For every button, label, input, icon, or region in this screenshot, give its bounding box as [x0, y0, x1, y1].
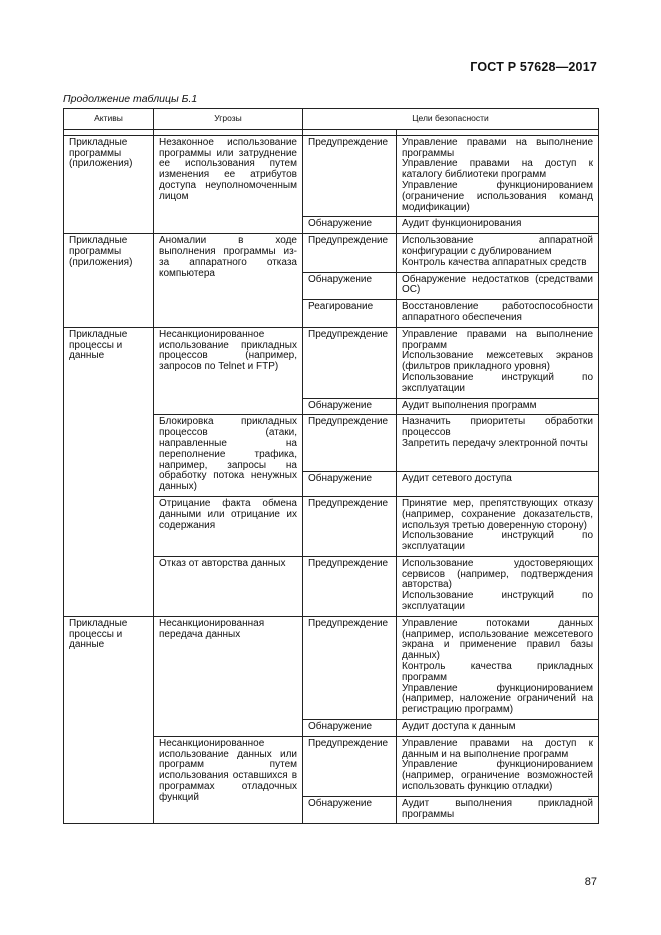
goal-item: Управление потоками данных (например, использование межсетевого экрана и применение правил базы данных): [402, 617, 594, 662]
goal-type-cell: Обнаружение: [303, 272, 397, 300]
goal-items-cell: [397, 472, 599, 497]
goal-items-cell: [397, 796, 599, 824]
goal-item: Управление функционированием (например, ограничение возможностей использовать функцию отладки): [402, 759, 594, 793]
goal-item: Назначить приоритеты обработки процессов: [402, 416, 594, 439]
goal-item: Аудит выполнения программ: [402, 399, 537, 411]
threat-cell: Аномалии в ходе выполнения программы из-за аппаратного отказа компьютера: [154, 234, 303, 328]
goal-item: Использование удостоверяющих сервисов (например, подтверждения авторства): [402, 557, 594, 591]
goal-item: Контроль качества аппаратных средств: [402, 256, 587, 268]
header-threats: Угрозы: [154, 109, 303, 130]
header-goals: Цели безопасности: [303, 109, 599, 130]
asset-cell: Прикладные процессы и данные: [64, 616, 154, 824]
goal-item: Обнаружение недостатков (средствами ОС): [402, 273, 594, 296]
goal-item: Запретить передачу электронной почты: [402, 437, 588, 449]
goal-item: Принятие мер, препятствующих отказу (например, сохранение доказательств, используя третью доверенную сторону): [402, 497, 594, 531]
goal-items-cell: [397, 556, 599, 616]
goal-items-cell: [397, 234, 599, 272]
goal-item: Восстановление работоспособности аппаратного обеспечения: [402, 301, 594, 323]
threat-cell: Несанкционированная передача данных: [154, 616, 303, 736]
table-row: [64, 616, 599, 719]
table-header-row: [64, 109, 599, 130]
goal-item: Аудит сетевого доступа: [402, 473, 512, 485]
goal-type-cell: Предупреждение: [303, 496, 397, 556]
goal-items-cell: [397, 217, 599, 234]
goal-type-cell: Предупреждение: [303, 234, 397, 272]
goal-items-cell: [397, 327, 599, 398]
goal-item: Аудит выполнения прикладной программы: [402, 797, 594, 820]
goal-item: Управление правами на доступ к каталогу библиотеки программ: [402, 158, 594, 181]
goal-item: Использование аппаратной конфигурации с дублированием: [402, 235, 594, 257]
goal-item: Использование инструкций по эксплуатации: [402, 590, 594, 613]
goal-items-cell: [397, 272, 599, 300]
goal-type-cell: Обнаружение: [303, 720, 397, 737]
goal-item: Использование инструкций по эксплуатации: [402, 371, 594, 394]
goal-type-cell: Предупреждение: [303, 616, 397, 719]
goal-items-cell: [397, 616, 599, 719]
goal-items-cell: [397, 736, 599, 796]
threat-cell: Несанкционированное использование данных или программ путем использования оставшихся в программах отладочных функций: [154, 736, 303, 824]
goal-item: Управление правами на доступ к данным и на выполнение программ: [402, 737, 594, 760]
goal-type-cell: Предупреждение: [303, 736, 397, 796]
goal-items-cell: [397, 496, 599, 556]
asset-cell: Прикладные процессы и данные: [64, 327, 154, 616]
goal-item: Контроль качества прикладных программ: [402, 661, 594, 683]
goal-items-cell: [397, 415, 599, 472]
goal-item: Аудит доступа к данным: [402, 721, 516, 733]
goal-type-cell: Обнаружение: [303, 472, 397, 497]
goal-items-cell: [397, 135, 599, 217]
goal-type-cell: Предупреждение: [303, 415, 397, 472]
table-caption: Продолжение таблицы Б.1: [63, 93, 198, 105]
goal-item: Использование межсетевых экранов (фильтров прикладного уровня): [402, 350, 594, 373]
goal-type-cell: Обнаружение: [303, 217, 397, 234]
table-row: [64, 135, 599, 217]
goal-item: Управление функционированием (ограничение использования команд модификации): [402, 179, 594, 213]
threat-cell: Отрицание факта обмена данными или отрицание их содержания: [154, 496, 303, 556]
goal-item: Управление функционированием (например, наложение ограничений на регистрацию программ): [402, 682, 594, 716]
table-row: [64, 327, 599, 398]
goal-type-cell: Реагирование: [303, 300, 397, 328]
threat-cell: Незаконное использование программы или затруднение ее использования путем изменения ее атрибутов доступа неуполномоченным лицом: [154, 135, 303, 233]
asset-cell: Прикладные программы (приложения): [64, 234, 154, 328]
threat-cell: Отказ от авторства данных: [154, 556, 303, 616]
document-code: ГОСТ Р 57628—2017: [470, 60, 597, 74]
goal-item: Использование инструкций по эксплуатации: [402, 530, 594, 553]
goal-items-cell: [397, 720, 599, 737]
goal-items-cell: [397, 398, 599, 415]
threat-cell: Блокировка прикладных процессов (атаки, направленные на переполнение трафика, например, запросы на обработку потока ненужных данных): [154, 415, 303, 497]
security-goals-table: [63, 108, 599, 824]
goal-item: Управление правами на выполнение программы: [402, 136, 594, 159]
asset-cell: Прикладные программы (приложения): [64, 135, 154, 233]
goal-type-cell: Обнаружение: [303, 796, 397, 824]
table-body: [64, 129, 599, 824]
goal-type-cell: Предупреждение: [303, 327, 397, 398]
goal-item: Управление правами на выполнение программ: [402, 328, 594, 351]
goal-type-cell: Предупреждение: [303, 556, 397, 616]
page-number: 87: [584, 876, 597, 888]
header-assets: Активы: [64, 109, 154, 130]
goal-item: Аудит функционирования: [402, 218, 522, 230]
goal-type-cell: Обнаружение: [303, 398, 397, 415]
goal-items-cell: [397, 300, 599, 328]
threat-cell: Несанкционированное использование прикладных процессов (например, запросов по Telnet и FTP): [154, 327, 303, 415]
goal-type-cell: Предупреждение: [303, 135, 397, 217]
table-row: [64, 234, 599, 272]
